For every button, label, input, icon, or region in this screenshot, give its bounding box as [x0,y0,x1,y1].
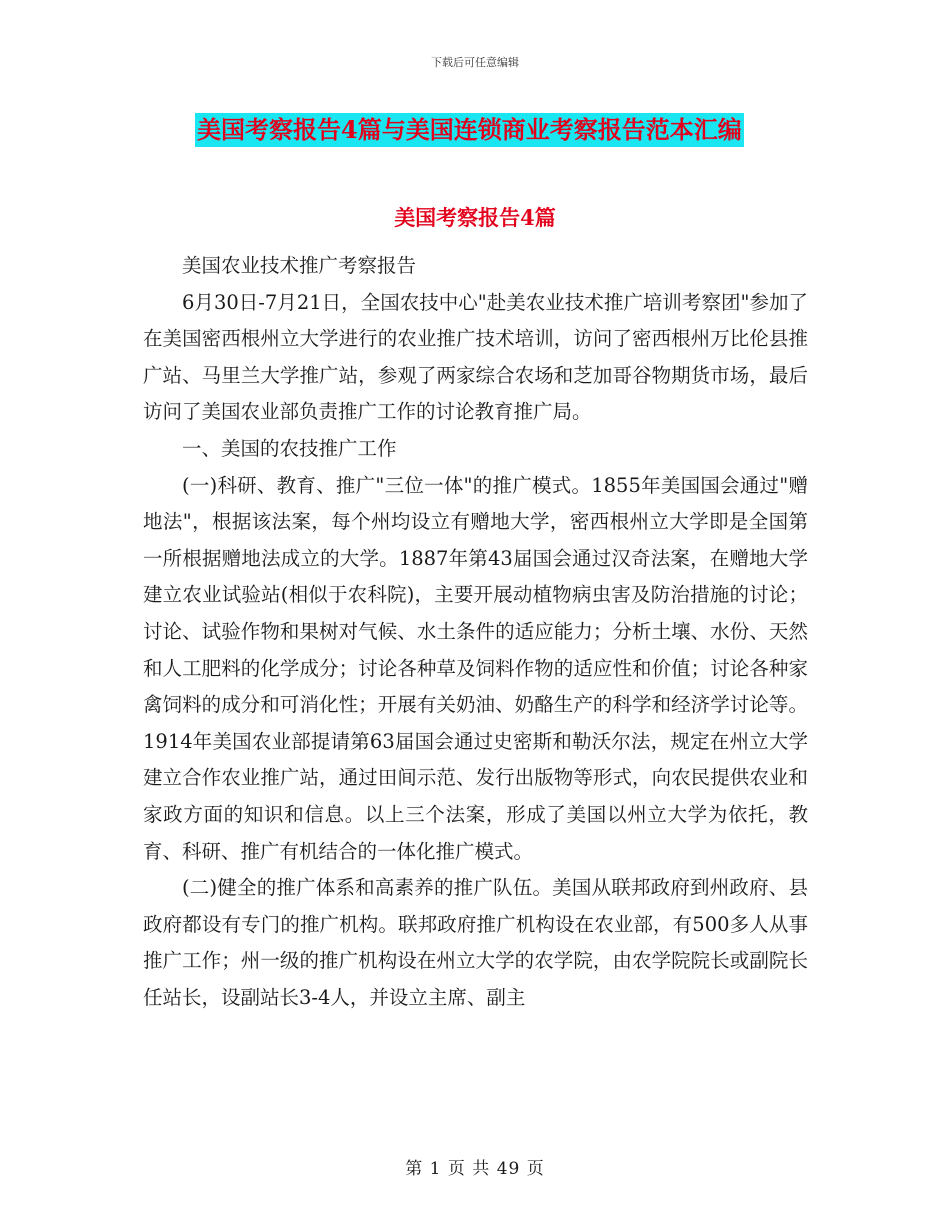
header-note: 下载后可任意编辑 [431,56,519,69]
section-title: 美国考察报告4篇 [394,205,556,230]
paragraph: (一)科研、教育、推广"三位一体"的推广模式。1855年美国国会通过"赠地法"，根据该法案，每个州均设立有赠地大学，密西根州立大学即是全国第一所根据赠地法成立的大学。1887年第43届国会通过汉奇法案，在赠地大学建立农业试验站(相似于农科院)，主要开展动植物病虫害及防治措施的讨论；讨论、试验作物和果树对气候、水土条件的适应能力；分析土壤、水份、天然和人工肥料的化学成分；讨论各种草及饲料作物的适应性和价值；讨论各种家禽饲料的成分和可消化性；开展有关奶油、奶酪生产的科学和经济学讨论等。1914年美国农业部提请第63届国会通过史密斯和勒沃尔法，规定在州立大学建立合作农业推广站，通过田间示范、发行出版物等形式，向农民提供农业和家政方面的知识和信息。以上三个法案，形成了美国以州立大学为依托，教育、科研、推广有机结合的一体化推广模式。 [143,473,808,863]
paragraph: 一、美国的农技推广工作 [182,436,397,460]
paragraph: (二)健全的推广体系和高素养的推广队伍。美国从联邦政府到州政府、县政府都设有专门的推广机构。联邦政府推广机构设在农业部，有500多人从事推广工作；州一级的推广机构设在州立大学的农学院，由农学院院长或副院长任站长，设副站长3-4人，并设立主席、副主 [143,876,808,1009]
paragraph: 6月30日-7月21日，全国农技中心"赴美农业技术推广培训考察团"参加了在美国密西根州立大学进行的农业推广技术培训，访问了密西根州万比伦县推广站、马里兰大学推广站，参观了两家综合农场和芝加哥谷物期货市场，最后访问了美国农业部负责推广工作的讨论教育推广局。 [143,290,808,424]
paragraph: 美国农业技术推广考察报告 [182,254,417,277]
document-title: 美国考察报告4篇与美国连锁商业考察报告范本汇编 [195,113,744,147]
page-number: 第 1 页 共 49 页 [405,1159,545,1179]
document-body [143,248,808,1016]
